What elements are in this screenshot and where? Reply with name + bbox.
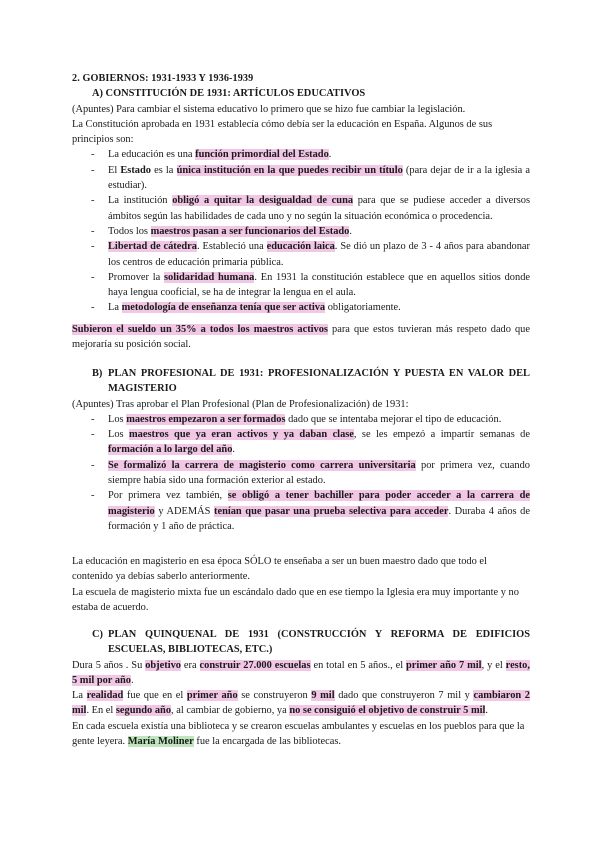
list-item: - Por primera vez también, se obligó a tener bachiller para poder acceder a la carrera de magisterio y ADEMÁS tenían que pasar una prueba selectiva para acceder. Duraba 4 años de formación y 1 año de práctica. [72, 488, 530, 534]
subsection-b-heading: B) PLAN PROFESIONAL DE 1931: PROFESIONALIZACIÓN Y PUESTA EN VALOR DEL MAGISTERIO [92, 368, 530, 395]
principles-list [72, 147, 530, 315]
section-2 [72, 71, 530, 316]
paragraph-libraries: En cada escuela existía una biblioteca y se crearon escuelas ambulantes y escuelas en los pueblos para que la gente leyera. María Moliner fue la encargada de las bibliotecas. [72, 720, 525, 748]
subsection-a-heading: A) CONSTITUCIÓN DE 1931: ARTÍCULOS EDUCATIVOS [92, 88, 366, 100]
list-item: - El Estado es la única institución en la que puedes recibir un título (para dejar de ir a la iglesia a estudiar). [72, 163, 530, 194]
list-item: - La metodología de enseñanza tenía que ser activa obligatoriamente. [72, 300, 530, 315]
list-item: - Los maestros que ya eran activos y ya daban clase, se les empezó a impartir semanas de formación a lo largo del año. [72, 427, 530, 458]
list-item: - Se formalizó la carrera de magisterio como carrera universitaria por primera vez, cuando siempre había sido una formación exterior al estado. [72, 458, 530, 489]
list-item: - Libertad de cátedra. Estableció una educación laica. Se dió un plazo de 3 - 4 años para abandonar los centros de educación primaria pública. [72, 239, 530, 270]
paragraph-constitution: La Constitución aprobada en 1931 establecía cómo debía ser la educación en España. Algunos de sus principios son: [72, 118, 493, 146]
paragraph-intro-b: (Apuntes) Tras aprobar el Plan Profesional (Plan de Profesionalización) de 1931: [72, 398, 409, 410]
list-item: - La institución obligó a quitar la desigualdad de cuna para que se pudiese acceder a diversos ámbitos según las habilidades de cada uno y no según la situación económica o procedencia. [72, 193, 530, 224]
subsection-c-heading: C) PLAN QUINQUENAL DE 1931 (CONSTRUCCIÓN Y REFORMA DE EDIFICIOS ESCUELAS, BIBLIOTECAS, ETC.) [92, 629, 530, 656]
paragraph-salary: Subieron el sueldo un 35% a todos los maestros activos para que estos tuvieran más respeto dado que mejoraría su posición social. [72, 324, 530, 351]
highlighted-name: María Moliner [127, 736, 194, 748]
list-item: - Todos los maestros pasan a ser funcionarios del Estado. [72, 224, 530, 239]
list-item: - Los maestros empezaron a ser formados dado que se intentaba mejorar el tipo de educación. [72, 412, 530, 427]
notes-b [72, 554, 530, 615]
section-c [72, 627, 530, 749]
paragraph-reality: La realidad fue que en el primer año se construyeron 9 mil dado que construyeron 7 mil y cambiaron 2 mil. En el segundo año, al cambiar de gobierno, ya no se consiguió el objetivo de construir 5 mil. [72, 690, 530, 717]
paragraph-note: La educación en magisterio en esa época SÓLO te enseñaba a ser un buen maestro dado que todo el contenido ya debías saberlo anteriormente. [72, 556, 487, 583]
paragraph-intro-a: (Apuntes) Para cambiar el sistema educativo lo primero que se hizo fue cambiar la legislación. [72, 103, 466, 115]
paragraph-plan: Dura 5 años . Su objetivo era construir 27.000 escuelas en total en 5 años., el primer año 7 mil, y el resto, 5 mil por año. [72, 659, 530, 686]
section-title: 2. GOBIERNOS: 1931-1933 Y 1936-1939 [72, 73, 254, 84]
section-b [72, 366, 530, 534]
list-item: - Promover la solidaridad humana. En 1931 la constitución establece que en aquellos sitios donde haya lengua cooficial, se ha de integrar la lengua en el aula. [72, 270, 530, 301]
list-item: - La educación es una función primordial del Estado. [72, 147, 530, 162]
plan-list [72, 412, 530, 534]
paragraph-note: La escuela de magisterio mixta fue un escándalo dado que en ese tiempo la Iglesia era muy importante y no estaba de acuerdo. [72, 586, 519, 613]
